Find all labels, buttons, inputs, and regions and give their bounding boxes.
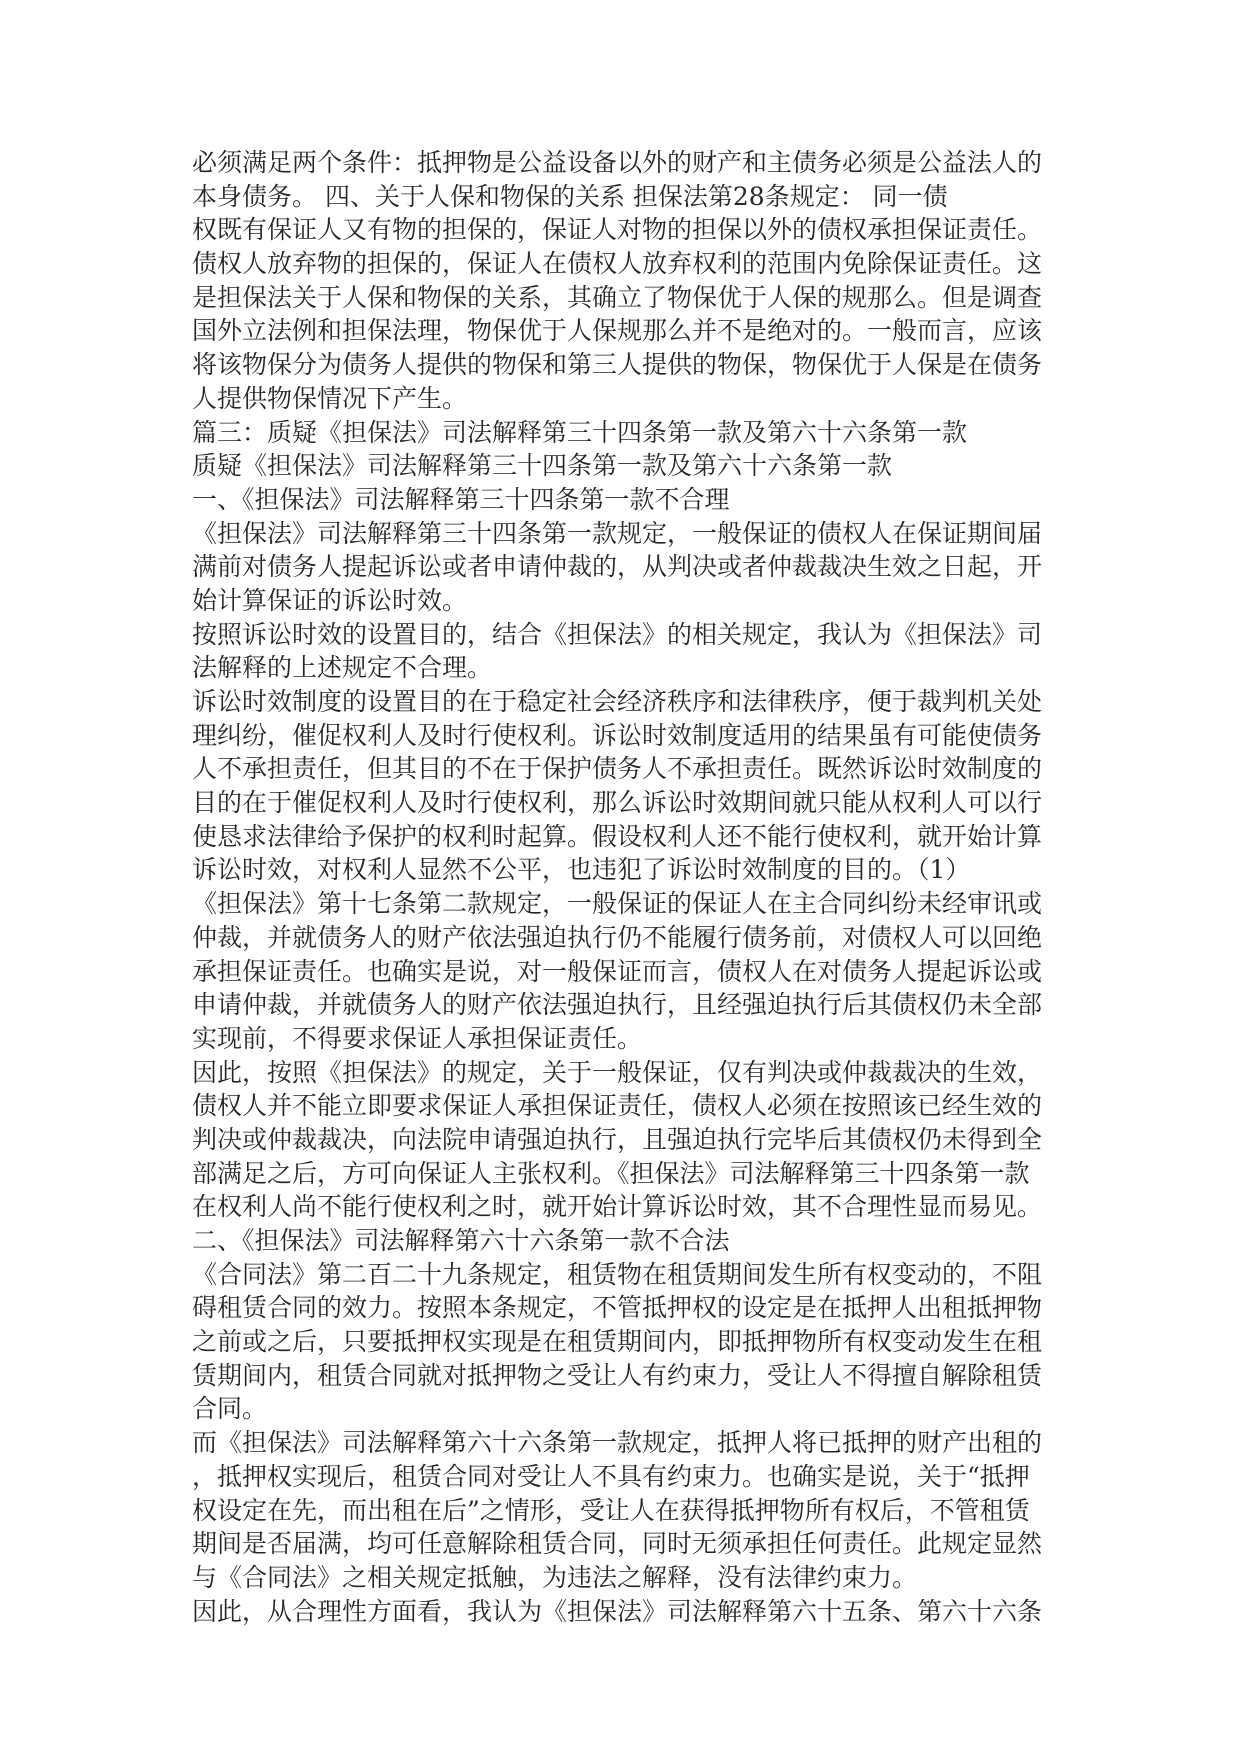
text-line: 国外立法例和担保法理，物保优于人保规那么并不是绝对的。一般而言，应该 (192, 316, 1043, 346)
text-line: 在权利人尚不能行使权利之时，就开始计算诉讼时效，其不合理性显而易见。 (192, 1192, 1043, 1222)
text-line: 承担保证责任。也确实是说，对一般保证而言，债权人在对债务人提起诉讼或 (192, 956, 1043, 986)
text-line: 《担保法》司法解释第三十四条第一款规定，一般保证的债权人在保证期间届 (192, 518, 1043, 548)
text-line: 而《担保法》司法解释第六十六条第一款规定，抵押人将已抵押的财产出租的 (192, 1428, 1043, 1458)
text-line: 合同。 (192, 1394, 268, 1424)
text-line: 因此，从合理性方面看，我认为《担保法》司法解释第六十五条、第六十六条 (192, 1596, 1043, 1626)
text-line: 债权人并不能立即要求保证人承担保证责任，债权人必须在按照该已经生效的 (192, 1091, 1043, 1121)
text-line: 债权人放弃物的担保的，保证人在债权人放弃权利的范围内免除保证责任。这 (192, 249, 1043, 279)
text-line: 必须满足两个条件：抵押物是公益设备以外的财产和主债务必须是公益法人的 (192, 148, 1043, 177)
text-line: ，抵押权实现后，租赁合同对受让人不具有约束力。也确实是说，关于“抵押 (192, 1461, 1030, 1491)
text-line: 诉讼时效，对权利人显然不公平，也违犯了诉讼时效制度的目的。（1） (192, 855, 971, 885)
text-line: 申请仲裁，并就债务人的财产依法强迫执行，且经强迫执行后其债权仍未全部 (192, 990, 1043, 1020)
text-line: 二、《担保法》司法解释第六十六条第一款不合法 (192, 1226, 730, 1255)
text-line: 本身债务。 四、关于人保和物保的关系 担保法第28条规定： 同一债 (192, 181, 948, 211)
text-line: 人不承担责任，但其目的不在于保护债务人不承担责任。既然诉讼时效制度的 (192, 754, 1043, 784)
text-line: 《担保法》第十七条第二款规定，一般保证的保证人在主合同纠纷未经审讯或 (192, 889, 1043, 919)
text-line: 期间是否届满，均可任意解除租赁合同，同时无须承担任何责任。此规定显然 (192, 1529, 1043, 1559)
text-line: 目的在于催促权利人及时行使权利，那么诉讼时效期间就只能从权利人可以行 (192, 788, 1043, 818)
text-line: 诉讼时效制度的设置目的在于稳定社会经济秩序和法律秩序，便于裁判机关处 (192, 687, 1043, 716)
text-line: 实现前，不得要求保证人承担保证责任。 (192, 1023, 643, 1053)
text-line: 质疑《担保法》司法解释第三十四条第一款及第六十六条第一款 (192, 451, 893, 481)
text-line: 判决或仲裁裁决，向法院申请强迫执行，且强迫执行完毕后其债权仍未得到全 (192, 1124, 1043, 1154)
text-line: 篇三：质疑《担保法》司法解释第三十四条第一款及第六十六条第一款 (192, 417, 968, 447)
text-line: 赁期间内，租赁合同就对抵押物之受让人有约束力，受让人不得擅自解除租赁 (192, 1360, 1043, 1390)
text-line: 使恳求法律给予保护的权利时起算。假设权利人还不能行使权利，就开始计算 (192, 821, 1043, 851)
text-line: 碍租赁合同的效力。按照本条规定，不管抵押权的设定是在抵押人出租抵押物 (192, 1293, 1043, 1323)
text-line: 权既有保证人又有物的担保的，保证人对物的担保以外的债权承担保证责任。 (192, 215, 1043, 245)
text-line: 始计算保证的诉讼时效。 (192, 585, 468, 615)
text-line: 之前或之后，只要抵押权实现是在租赁期间内，即抵押物所有权变动发生在租 (192, 1327, 1043, 1357)
text-line: 人提供物保情况下产生。 (192, 383, 468, 413)
text-line: 因此，按照《担保法》的规定，关于一般保证，仅有判决或仲裁裁决的生效， (192, 1057, 1043, 1087)
document-text-block (192, 146, 1092, 1628)
text-line: 《合同法》第二百二十九条规定，租赁物在租赁期间发生所有权变动的，不阻 (192, 1259, 1043, 1289)
text-line: 仲裁，并就债务人的财产依法强迫执行仍不能履行债务前，对债权人可以回绝 (192, 922, 1043, 952)
text-line: 权设定在先，而出租在后”之情形，受让人在获得抵押物所有权后，不管租赁 (192, 1495, 1030, 1525)
text-line: 按照诉讼时效的设置目的，结合《担保法》的相关规定，我认为《担保法》司 (192, 619, 1043, 649)
text-line: 法解释的上述规定不合理。 (192, 653, 493, 683)
text-line: 满前对债务人提起诉讼或者申请仲裁的，从判决或者仲裁裁决生效之日起，开 (192, 552, 1043, 582)
text-line: 理纠纷，催促权利人及时行使权利。诉讼时效制度适用的结果虽有可能使债务 (192, 720, 1043, 750)
text-line: 部满足之后，方可向保证人主张权利。《担保法》司法解释第三十四条第一款 (192, 1158, 1030, 1188)
text-line: 将该物保分为债务人提供的物保和第三人提供的物保，物保优于人保是在债务 (192, 350, 1043, 380)
text-line: 一、《担保法》司法解释第三十四条第一款不合理 (192, 484, 730, 514)
text-line: 与《合同法》之相关规定抵触，为违法之解释，没有法律约束力。 (192, 1562, 918, 1592)
text-line: 是担保法关于人保和物保的关系，其确立了物保优于人保的规那么。但是调查 (192, 282, 1043, 312)
